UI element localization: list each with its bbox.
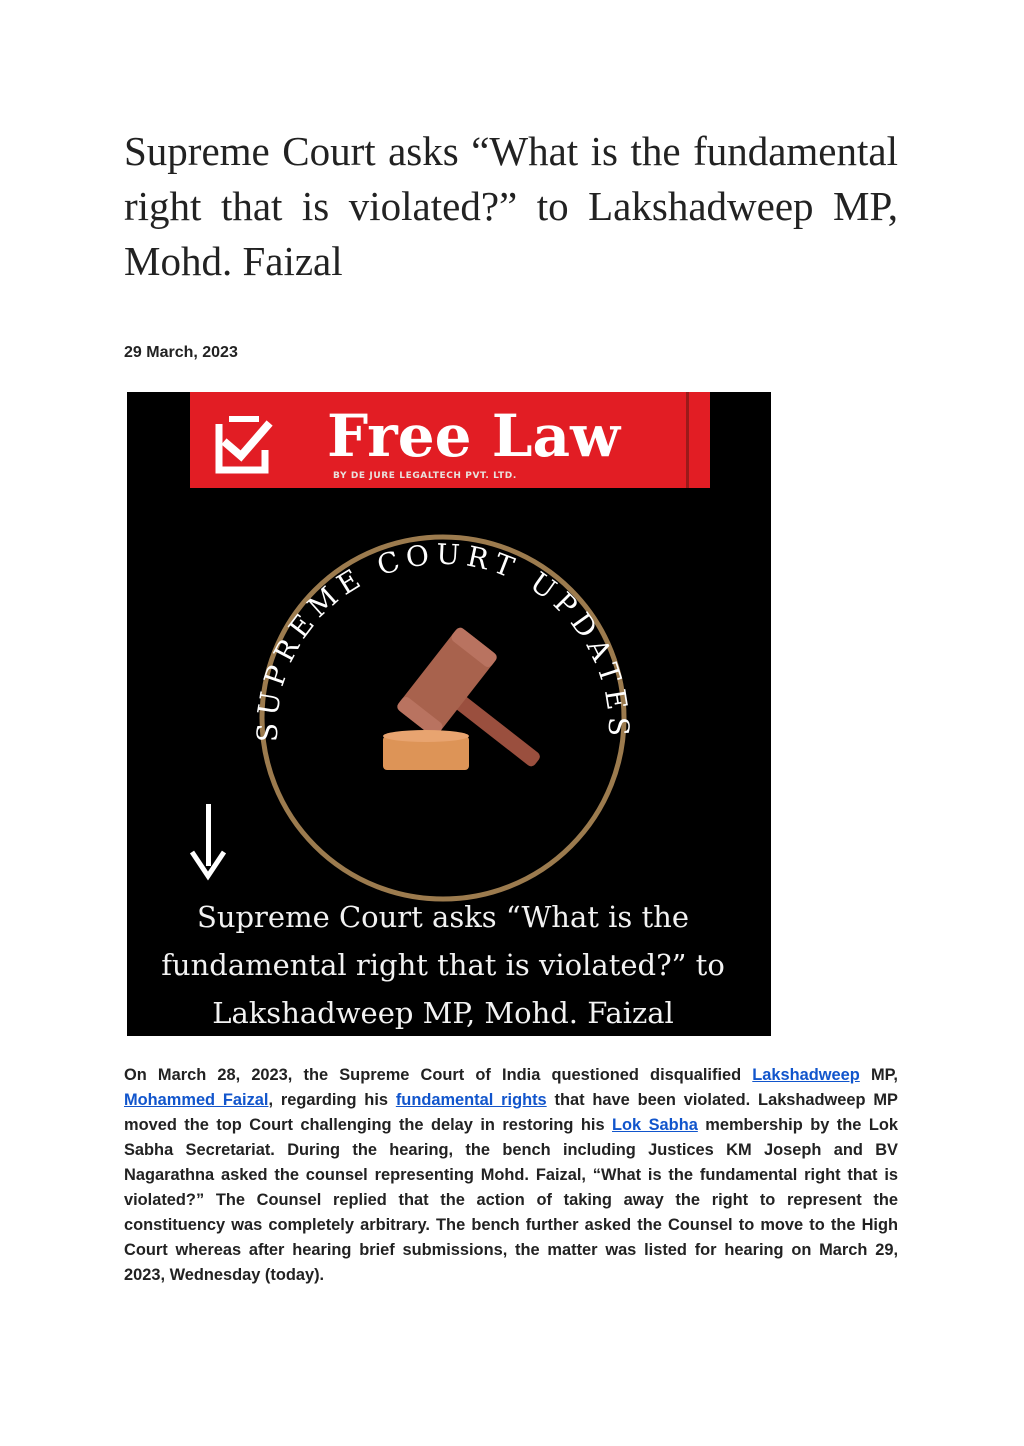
link-fundamental-rights[interactable]: fundamental rights xyxy=(395,1091,547,1109)
brand-divider xyxy=(686,392,689,488)
brand-name: Free Law xyxy=(327,402,621,470)
banner-caption-line-1: Supreme Court asks “What is the xyxy=(196,900,690,934)
article-headline: Supreme Court asks “What is the fundamental right that is violated?” to Lakshadweep MP, Mohd. Faizal xyxy=(124,128,898,284)
article-body: On March 28, 2023, the Supreme Court of India questioned disqualified Lakshadweep MP, Mohammed Faizal, regarding his fundamental rights that have been violated. Lakshadweep MP moved the top Court challenging the delay in restoring his Lok Sabha membership by the Lok Sabha Secretariat. During the hearing, the bench including Justices KM Joseph and BV Nagarathna asked the counsel representing Mohd. Faizal, “What is the fundamental right that is violated?” The Counsel replied that the action of taking away the right to represent the constituency was completely arbitrary. The bench further asked the Counsel to move to the High Court whereas after hearing brief submissions, the matter was listed for hearing on March 29, 2023, Wednesday (today). xyxy=(124,1066,898,1284)
link-lakshadweep[interactable]: Lakshadweep xyxy=(752,1066,860,1084)
brand-tagline: BY DE JURE LEGALTECH PVT. LTD. xyxy=(333,471,517,481)
banner-caption-line-2: fundamental right that is violated?” to xyxy=(161,948,725,982)
article-date: 29 March, 2023 xyxy=(124,344,238,361)
article-banner-image xyxy=(127,392,771,1036)
banner-caption-line-3: Lakshadweep MP, Mohd. Faizal xyxy=(212,996,674,1030)
link-mohammed-faizal[interactable]: Mohammed Faizal xyxy=(124,1091,269,1109)
seal-text: SUPREME COURT UPDATES xyxy=(250,537,636,743)
link-lok-sabha[interactable]: Lok Sabha xyxy=(612,1116,698,1134)
free-law-logo-icon xyxy=(202,412,282,480)
